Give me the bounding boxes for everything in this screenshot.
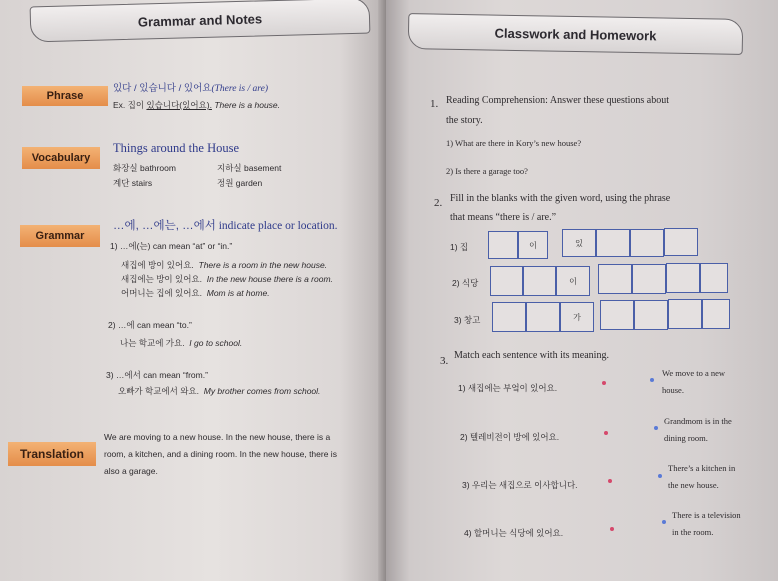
phrase-example: Ex. 집이 있습니다(있어요). There is a house. [113,100,281,110]
q2-row2-blank[interactable] [523,266,556,296]
phrase-korean: 있다 / 있습니다 / 있어요(There is / are) [113,83,268,94]
q2-row3-blank[interactable] [492,302,526,332]
vocabulary-heading: Things around the House [113,141,240,155]
q3-sentence-1: 1) 새집에는 부엌이 있어요. [458,383,558,393]
q2-row1-blank[interactable] [488,231,518,259]
q3-meaning-3a: There’s a kitchen in [668,463,736,473]
q3-number: 3. [440,355,449,367]
q1-number: 1. [430,98,439,110]
q3-sentence-3: 3) 우리는 새집으로 이사합니다. [462,480,578,490]
phrase-tag: Phrase [22,86,108,106]
vocab-item-garden: 정원 garden [217,178,263,188]
q2-row3-blank[interactable] [526,302,560,332]
grammar-notes-banner [30,0,371,42]
q3-sentence-4: 4) 할머니는 식당에 있어요. [464,528,564,538]
grammar-rule-2: 2) …에 can mean “to.” [108,320,192,330]
q3-left-dot-2[interactable] [604,431,608,435]
q1-sub-2: 2) Is there a garage too? [446,166,528,176]
grammar-example-1a: 새집에 방이 있어요. There is a room in the new house. [121,260,328,270]
q1-text-1: Reading Comprehension: Answer these questions about [446,95,670,106]
q2-row2-blank[interactable] [632,264,666,294]
grammar-rule-1: 1) …에(는) can mean “at” or “in.” [110,241,233,251]
q2-row-3-label: 3) 창고 [454,315,481,325]
right-page [386,0,778,581]
vocabulary-tag: Vocabulary [22,147,100,169]
q2-number: 2. [434,197,443,209]
q2-row3-blank[interactable] [668,299,702,329]
q3-right-dot-1[interactable] [650,378,654,382]
grammar-tag: Grammar [20,225,100,247]
translation-line-3: also a garage. [104,466,158,476]
q2-text-1: Fill in the blanks with the given word, using the phrase [450,193,671,204]
vocab-item-stairs: 계단 stairs [113,178,153,188]
grammar-heading: …에, …에는, …에서 indicate place or location. [113,220,338,232]
translation-line-1: We are moving to a new house. In the new house, there is a [104,432,331,442]
q2-row3-blank[interactable] [634,300,668,330]
q3-meaning-1b: house. [662,385,684,395]
translation-line-2: room, a kitchen, and a dining room. In the new house, there is [104,449,337,459]
translation-tag: Translation [8,442,96,466]
q3-left-dot-1[interactable] [602,381,606,385]
q3-meaning-4a: There is a television [672,510,741,520]
q3-right-dot-2[interactable] [654,426,658,430]
grammar-example-3: 오빠가 학교에서 와요. My brother comes from school. [118,386,321,396]
q3-meaning-2a: Grandmom is in the [664,416,732,426]
classwork-title: Classwork and Homework [494,25,657,43]
q3-meaning-1a: We move to a new [662,368,726,378]
q2-row1-blank[interactable] [664,228,698,256]
q2-row3-given-ga: 가 [560,302,594,332]
grammar-example-1c: 어머니는 집에 있어요. Mom is at home. [121,288,270,298]
q2-row1-given-i: 이 [518,231,548,259]
left-page [0,0,386,581]
q1-sub-1: 1) What are there in Kory’s new house? [446,138,582,148]
q2-row2-blank[interactable] [700,263,728,293]
vocab-item-bathroom: 화장실 bathroom [113,163,176,173]
q3-left-dot-4[interactable] [610,527,614,531]
q2-row2-blank[interactable] [598,264,632,294]
grammar-notes-title: Grammar and Notes [137,10,263,30]
q3-meaning-3b: the new house. [668,480,719,490]
q2-row1-blank[interactable] [596,229,630,257]
q3-meaning-4b: in the room. [672,527,714,537]
q2-row3-blank[interactable] [600,300,634,330]
q3-right-dot-3[interactable] [658,474,662,478]
q3-text: Match each sentence with its meaning. [454,350,609,361]
q1-text-2: the story. [446,115,483,126]
grammar-example-2: 나는 학교에 가요. I go to school. [120,338,243,348]
q3-sentence-2: 2) 텔레비전이 방에 있어요. [460,432,560,442]
grammar-rule-3: 3) …에서 can mean “from.” [106,370,208,380]
q2-row1-given-it: 있 [562,229,596,257]
grammar-example-1b: 새집에는 방이 있어요. In the new house there is a room. [121,274,333,284]
vocab-item-basement: 지하실 basement [217,163,282,173]
q2-row1-blank[interactable] [630,229,664,257]
q2-row2-given-i: 이 [556,266,590,296]
classwork-banner [408,13,744,55]
q2-row2-blank[interactable] [490,266,523,296]
q3-left-dot-3[interactable] [608,479,612,483]
q3-meaning-2b: dining room. [664,433,708,443]
q2-text-2: that means “there is / are.” [450,212,557,223]
q2-row2-blank[interactable] [666,263,700,293]
q2-row3-blank[interactable] [702,299,730,329]
q2-row-2-label: 2) 식당 [452,278,479,288]
q2-row-1-label: 1) 집 [450,242,469,252]
q3-right-dot-4[interactable] [662,520,666,524]
